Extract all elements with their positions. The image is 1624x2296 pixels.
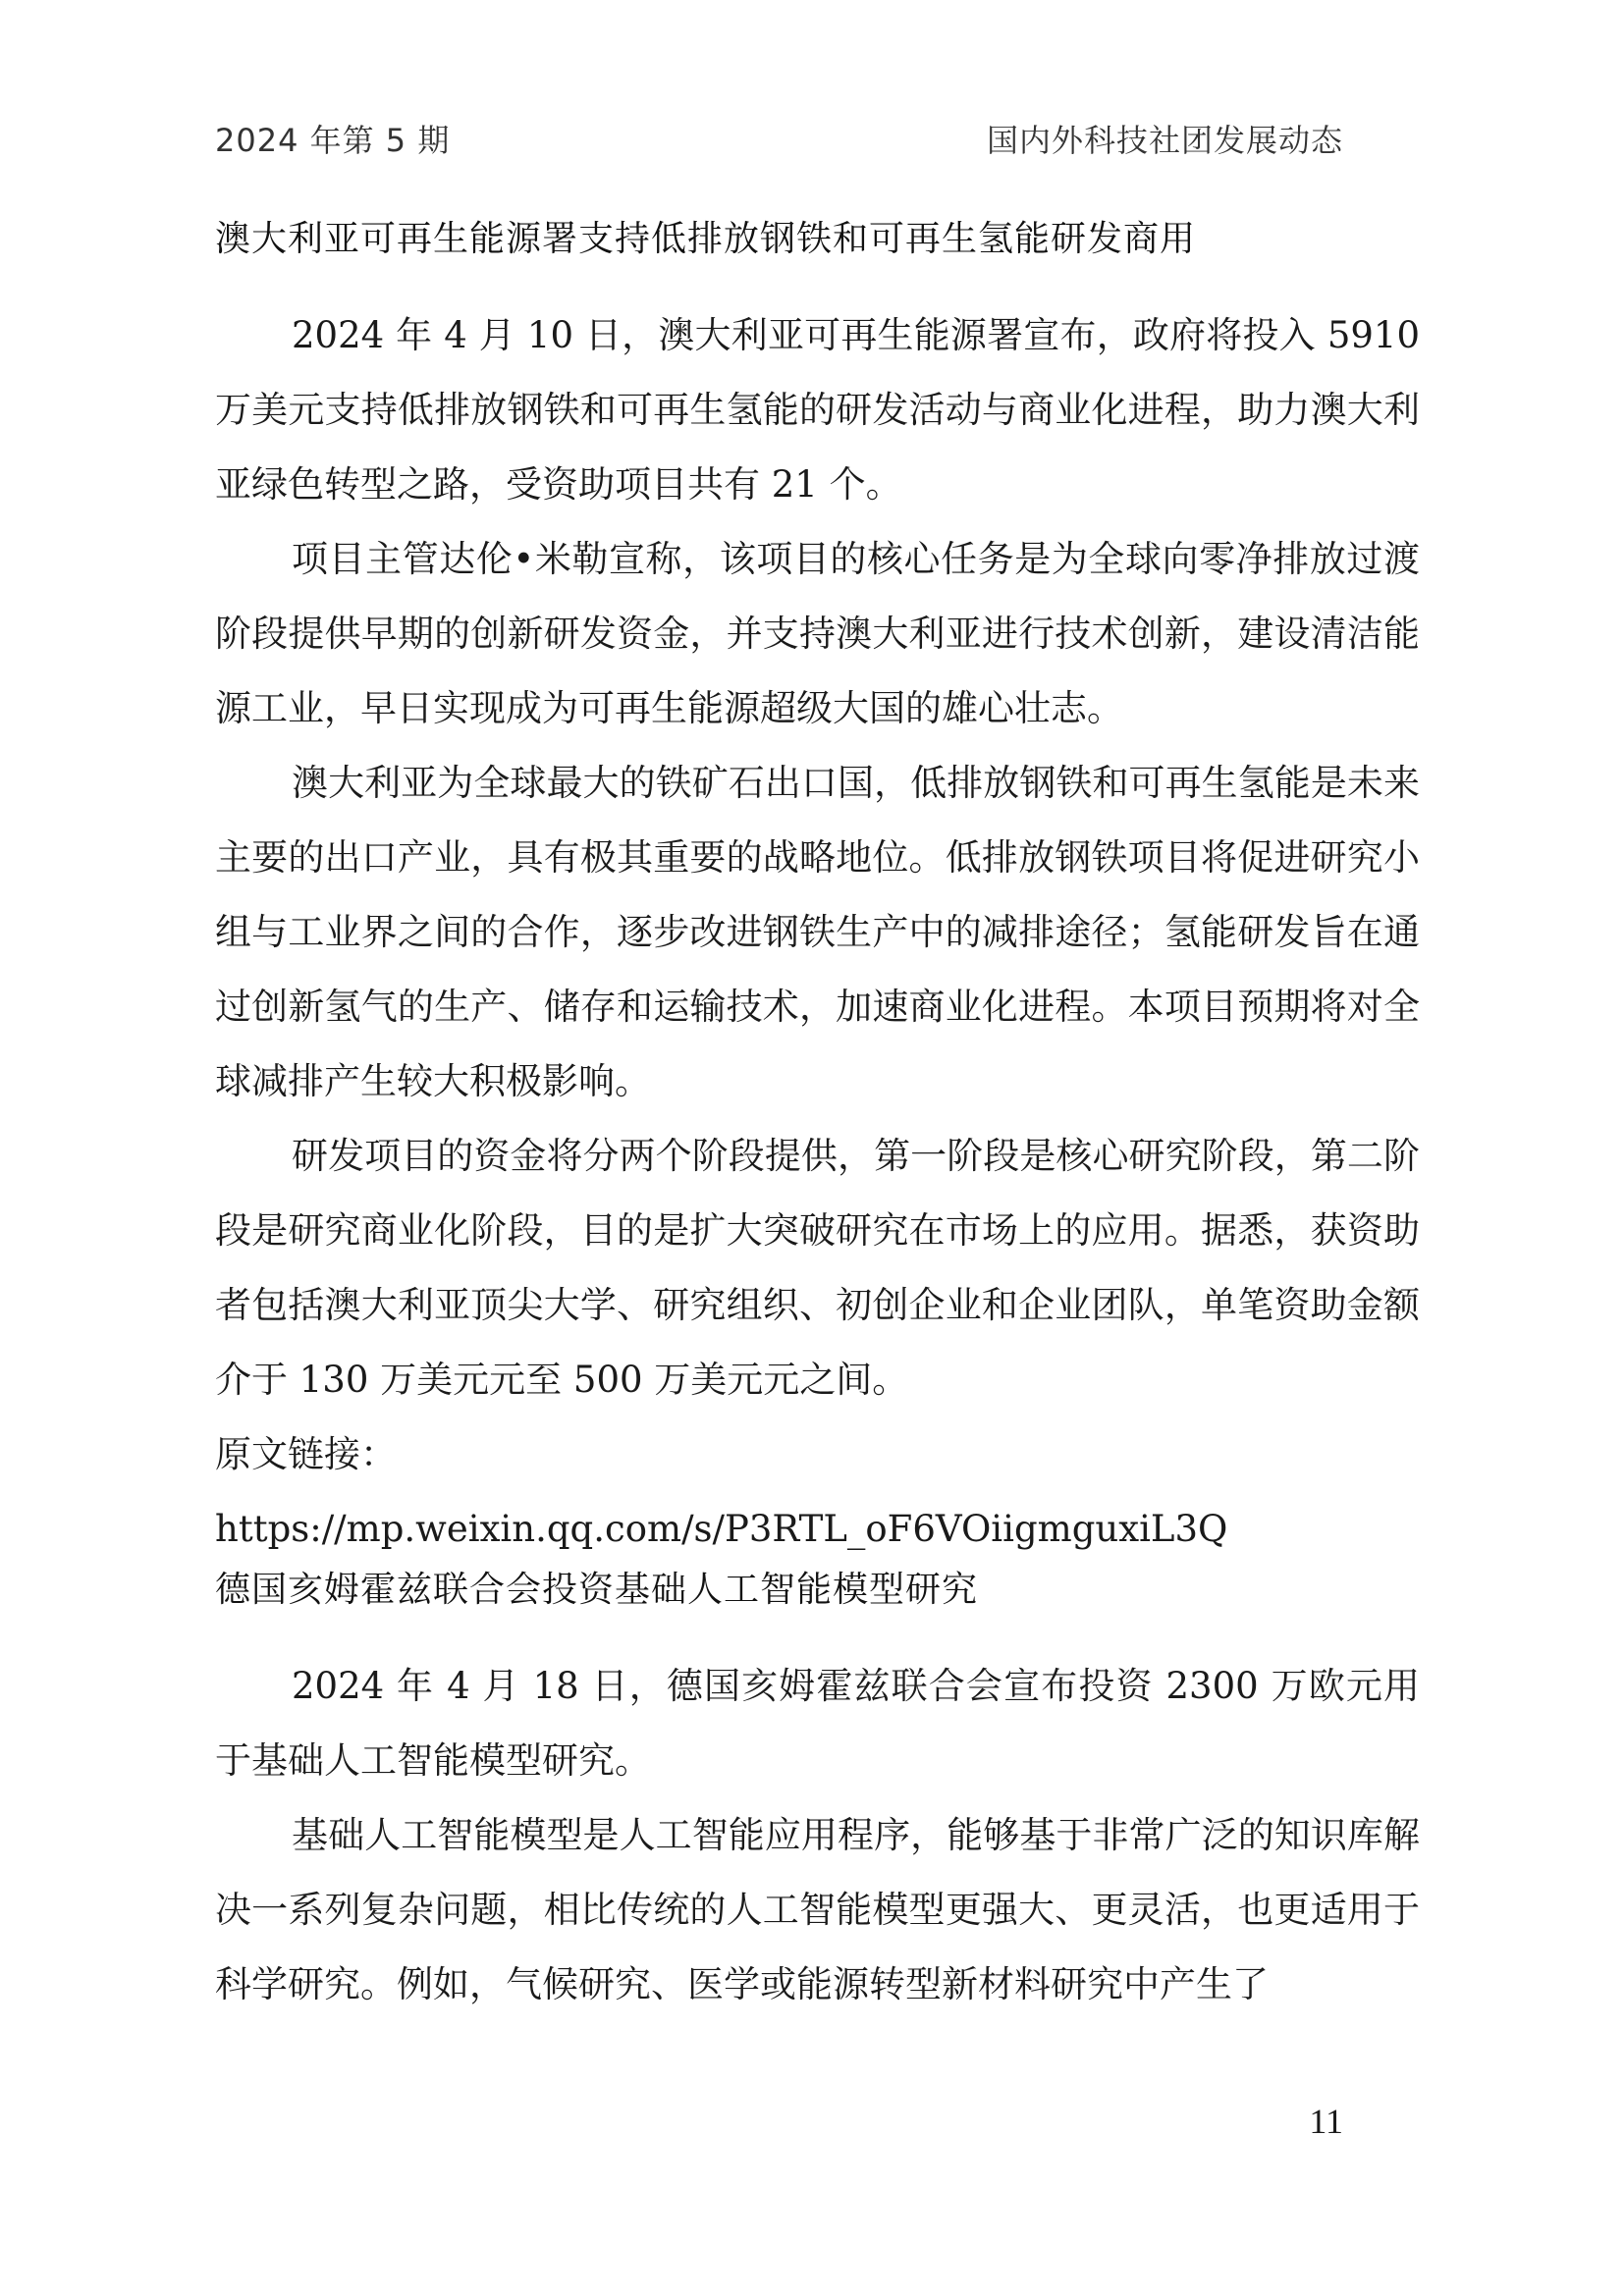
source-label: 原文链接： — [215, 1433, 397, 1475]
article-title: 德国亥姆霍兹联合会投资基础人工智能模型研究 — [215, 1570, 979, 1610]
paragraph: 2024 年 4 月 10 日，澳大利亚可再生能源署宣布，政府将投入 5910 万美元支持低排放钢铁和可再生氢能的研发活动与商业化进程，助力澳大利亚绿色转型之路，受资助项目共有 21 个。 — [215, 314, 1420, 506]
running-header — [215, 116, 1343, 161]
article-title: 澳大利亚可再生能源署支持低排放钢铁和可再生氢能研发商用 — [215, 219, 1197, 259]
paragraph: 2024 年 4 月 18 日，德国亥姆霍兹联合会宣布投资 2300 万欧元用于基础人工智能模型研究。 — [215, 1665, 1420, 1782]
paragraph: 基础人工智能模型是人工智能应用程序，能够基于非常广泛的知识库解决一系列复杂问题，相比传统的人工智能模型更强大、更灵活，也更适用于科学研究。例如，气候研究、医学或能源转型新材料研究中产生了 — [215, 1814, 1420, 2005]
paragraph: 项目主管达伦•米勒宣称，该项目的核心任务是为全球向零净排放过渡阶段提供早期的创新研发资金，并支持澳大利亚进行技术创新，建设清洁能源工业，早日实现成为可再生能源超级大国的雄心壮志。 — [215, 538, 1420, 729]
source-link[interactable]: https://mp.weixin.qq.com/s/P3RTL_oF6VOiigmguxiL3Q — [215, 1508, 1228, 1550]
issue-label: 2024 年第 5 期 — [215, 122, 451, 159]
article-body — [215, 218, 1420, 2022]
article-australia — [215, 218, 1420, 1567]
paragraph: 澳大利亚为全球最大的铁矿石出口国，低排放钢铁和可再生氢能是未来主要的出口产业，具有极其重要的战略地位。低排放钢铁项目将促进研究小组与工业界之间的合作，逐步改进钢铁生产中的减排途径；氢能研发旨在通过创新氢气的生产、储存和运输技术，加速商业化进程。本项目预期将对全球减排产生较大积极影响。 — [215, 762, 1420, 1102]
journal-title: 国内外科技社团发展动态 — [986, 122, 1343, 159]
page-number: 11 — [1309, 2102, 1343, 2141]
paragraph: 研发项目的资金将分两个阶段提供，第一阶段是核心研究阶段，第二阶段是研究商业化阶段，目的是扩大突破研究在市场上的应用。据悉，获资助者包括澳大利亚顶尖大学、研究组织、初创企业和企业团队，单笔资助金额介于 130 万美元元至 500 万美元元之间。 — [215, 1135, 1420, 1401]
article-germany — [215, 1569, 1420, 2022]
